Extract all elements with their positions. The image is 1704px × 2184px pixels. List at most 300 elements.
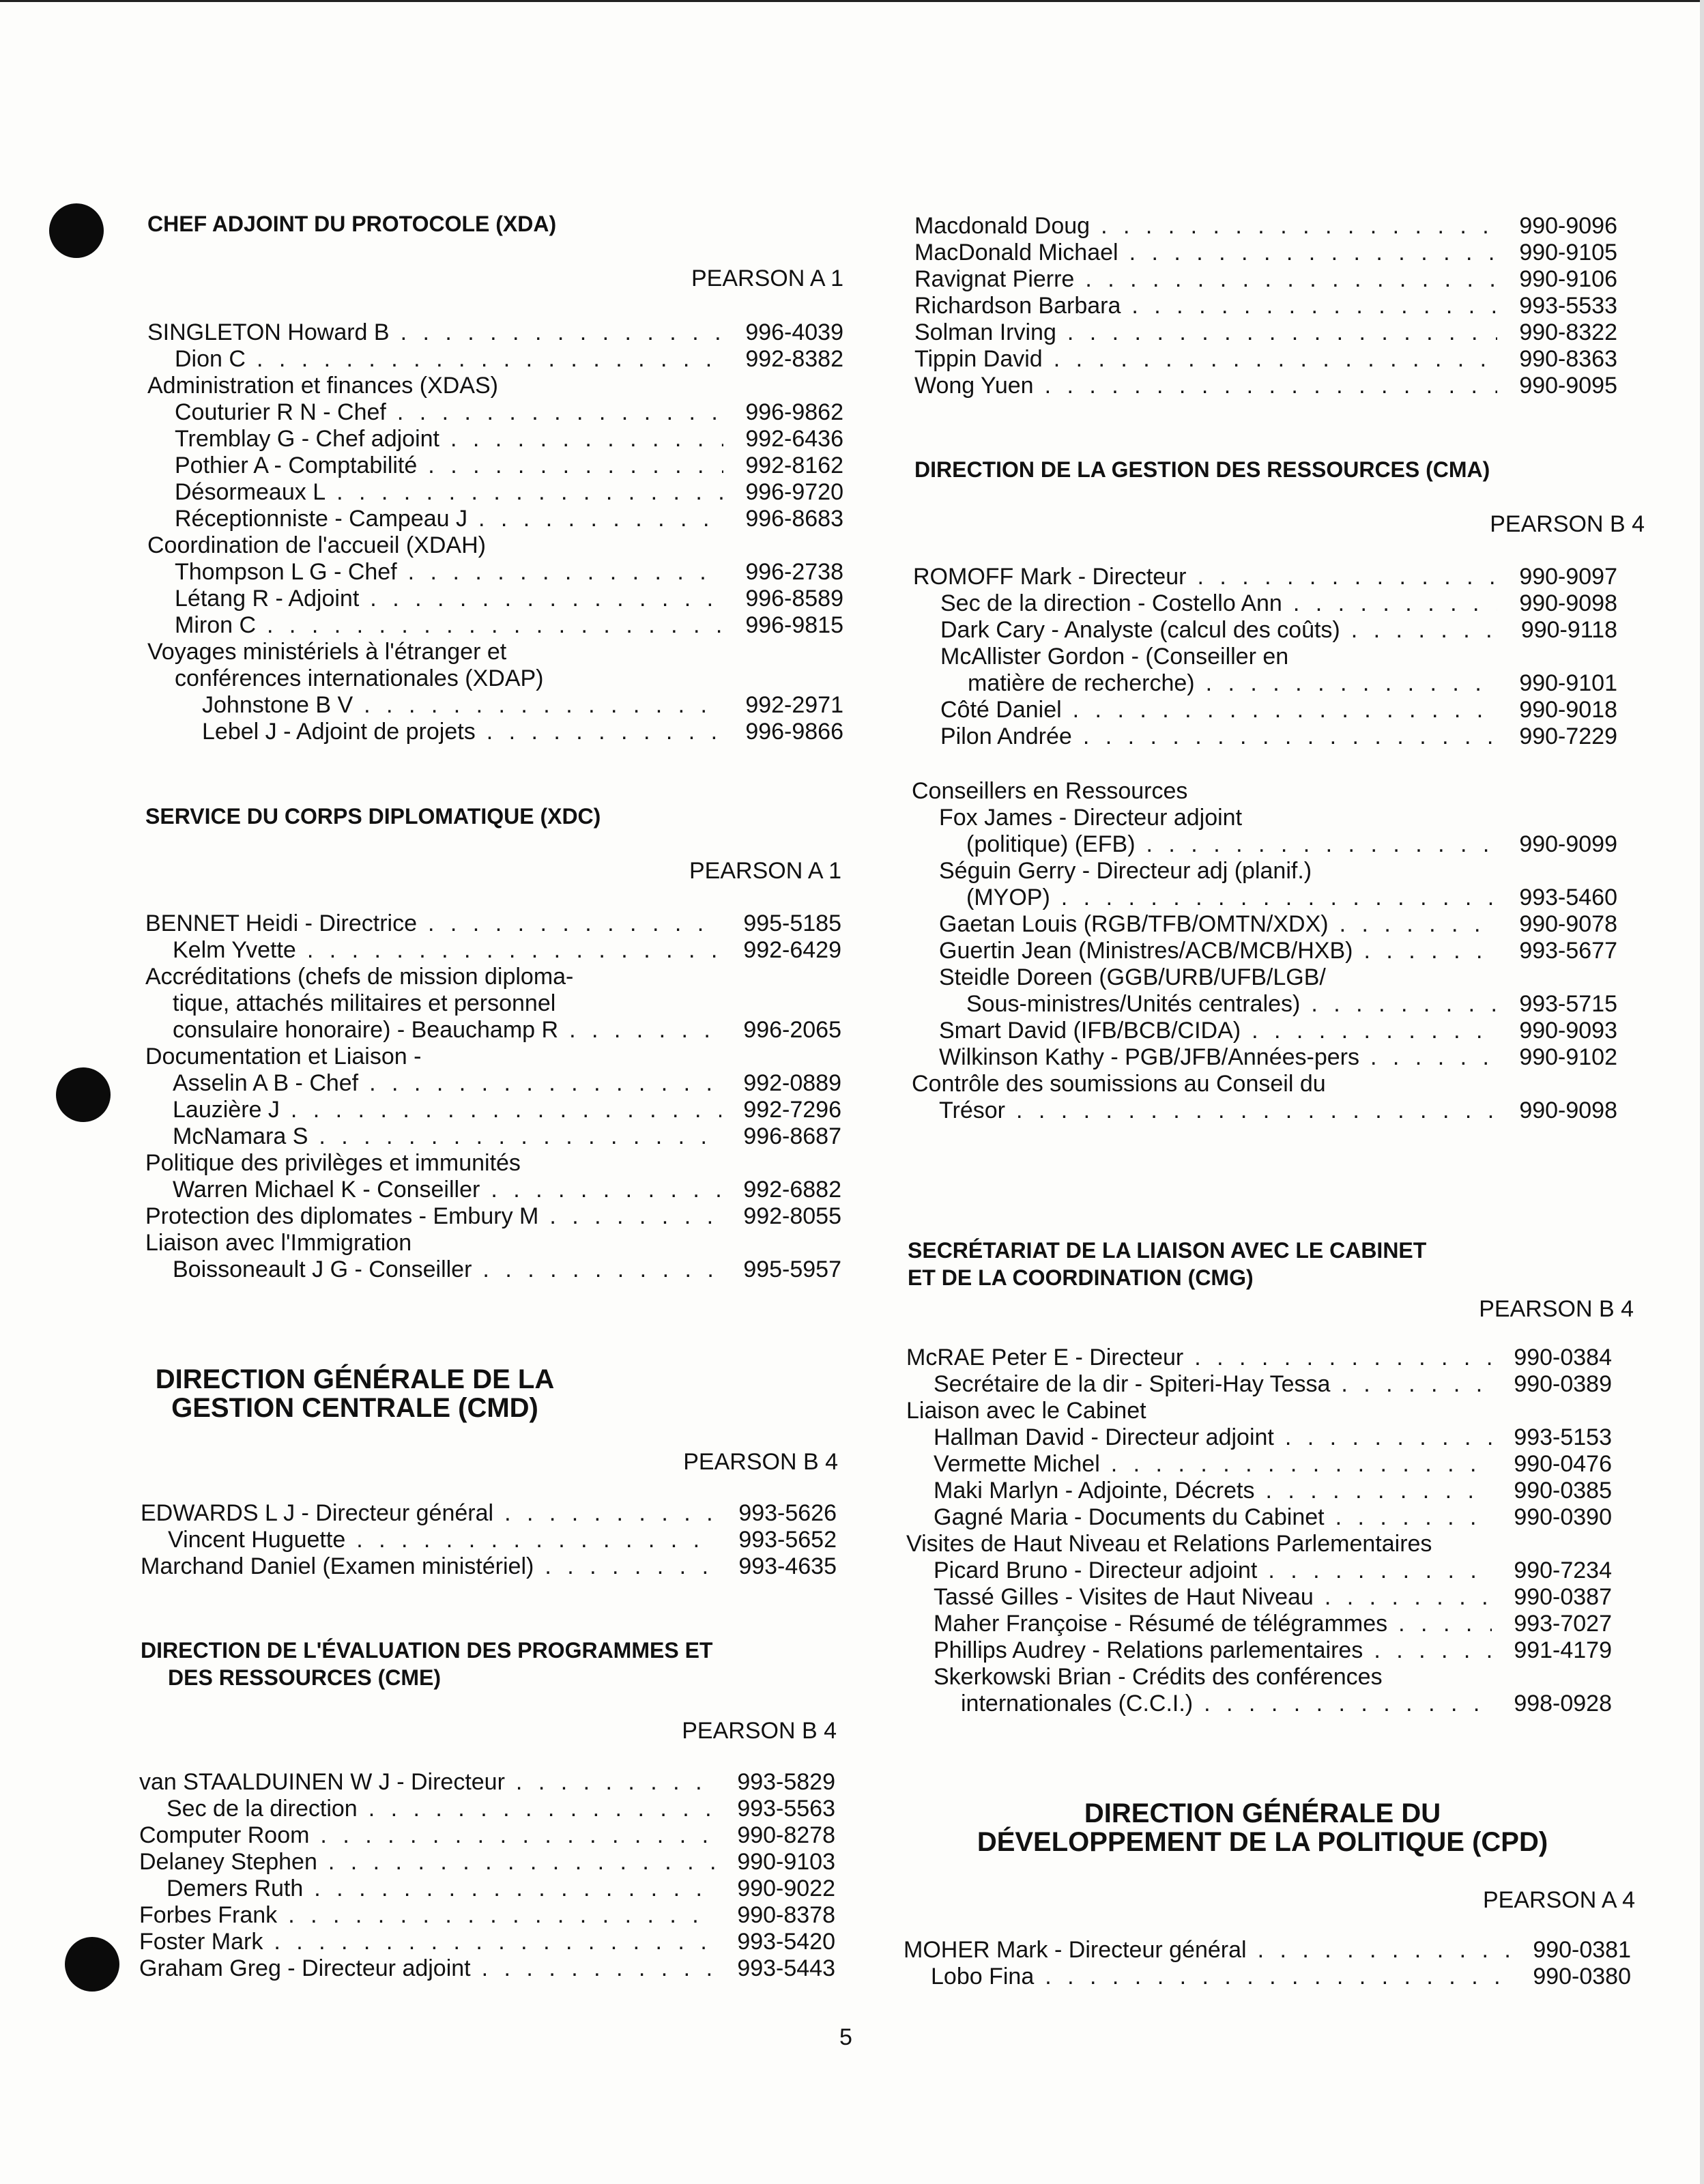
dot-leader [397, 399, 723, 426]
directory-entry [147, 532, 843, 559]
entry-phone: 996-2738 [745, 559, 843, 585]
entry-name: Lebel J - Adjoint de projets [202, 719, 476, 745]
section-title-line: ET DE LA COORDINATION (CMG) [908, 1265, 1254, 1290]
directory-entry [906, 1398, 1612, 1424]
entry-name: Tremblay G - Chef adjoint [175, 426, 439, 452]
entry-name: Macdonald Doug [914, 213, 1091, 239]
entry-name: Demers Ruth [167, 1876, 304, 1901]
entry-name: Conseillers en Ressources [912, 778, 1188, 804]
dot-leader [267, 612, 723, 639]
entry-name: BENNET Heidi - Directrice [145, 910, 418, 936]
directory-entry [147, 373, 843, 399]
dot-leader [1101, 213, 1497, 240]
section-title-line: DIRECTION DE L'ÉVALUATION DES PROGRAMMES ET [141, 1638, 713, 1663]
entry-phone: 990-9097 [1519, 564, 1617, 590]
directory-entry [912, 1018, 1617, 1044]
entry-name: Kelm Yvette [173, 937, 296, 963]
entry-phone: 990-0476 [1514, 1451, 1612, 1477]
entry-phone: 993-5715 [1519, 991, 1617, 1017]
entry-phone: 995-5957 [743, 1256, 841, 1282]
directory-entry [147, 319, 843, 346]
entry-phone: 990-7234 [1514, 1557, 1612, 1583]
dot-leader [569, 1017, 721, 1044]
dot-leader [1061, 885, 1497, 911]
entry-name: Wilkinson Kathy - PGB/JFB/Années-pers [939, 1044, 1360, 1070]
section-location-wrap [141, 1717, 837, 1744]
section-xda [147, 210, 843, 238]
section-location: PEARSON A 1 [689, 858, 841, 884]
section-location-wrap [142, 1448, 838, 1476]
directory-entry [147, 639, 843, 665]
directory-entry [145, 1123, 841, 1150]
entry-name: Désormeaux L [175, 479, 326, 505]
directory-entry [906, 1345, 1612, 1371]
section-title: CHEF ADJOINT DU PROTOCOLE (XDA) [147, 212, 557, 236]
dot-leader [1293, 590, 1497, 617]
directory-entry [906, 1584, 1612, 1611]
dot-leader [1045, 373, 1497, 399]
entry-name: Gaetan Louis (RGB/TFB/OMTN/XDX) [939, 911, 1329, 937]
entry-name: Coordination de l'accueil (XDAH) [147, 532, 486, 558]
entry-name: Politique des privilèges et immunités [145, 1150, 521, 1176]
entry-phone: 996-9815 [745, 612, 843, 638]
entry-name: Dion C [175, 346, 246, 372]
entry-name: Liaison avec le Cabinet [906, 1398, 1146, 1424]
directory-entry [913, 617, 1617, 644]
entry-name: Trésor [939, 1097, 1005, 1123]
directory-entry [139, 1902, 835, 1929]
entry-phone: 996-9862 [745, 399, 843, 425]
dot-leader [1131, 293, 1497, 319]
section-title-line: DÉVELOPPEMENT DE LA POLITIQUE (CPD) [977, 1827, 1548, 1857]
dot-leader [1054, 346, 1497, 373]
dot-leader [1285, 1424, 1492, 1451]
directory-entry [914, 319, 1617, 346]
dot-leader [1045, 1964, 1511, 1990]
top-border [0, 0, 1704, 2]
entry-phone: 990-9099 [1519, 831, 1617, 857]
entry-phone: 990-9078 [1519, 911, 1617, 937]
entry-phone: 993-5533 [1519, 293, 1617, 319]
entry-phone: 990-7229 [1519, 723, 1617, 749]
directory-entry [912, 911, 1617, 938]
dot-leader [370, 586, 723, 612]
entry-name: McNamara S [173, 1123, 308, 1149]
entry-name: Skerkowski Brian - Crédits des conférences [934, 1664, 1383, 1690]
dot-leader [1111, 1451, 1492, 1478]
entry-phone: 993-4635 [738, 1553, 837, 1579]
entry-name: Voyages ministériels à l'étranger et [147, 639, 507, 665]
entry-name: (politique) (EFB) [966, 831, 1136, 857]
directory-entry [912, 1097, 1617, 1124]
dot-leader [1374, 1637, 1492, 1664]
entry-name: Graham Greg - Directeur adjoint [139, 1955, 471, 1981]
entry-phone: 996-8687 [743, 1123, 841, 1149]
section-location: PEARSON B 4 [1479, 1296, 1634, 1322]
directory-entry [139, 1929, 835, 1955]
entry-name: Miron C [175, 612, 257, 638]
entry-name: Wong Yuen [914, 373, 1034, 399]
directory-entry [145, 1203, 841, 1230]
section-xdc [145, 803, 841, 830]
directory-entry [145, 1256, 841, 1283]
directory-entry [139, 1796, 835, 1822]
directory-entry [139, 1955, 835, 1982]
entry-name: Secrétaire de la dir - Spiteri-Hay Tessa [934, 1371, 1331, 1397]
binder-hole-middle [56, 1067, 111, 1122]
directory-entry [912, 885, 1617, 911]
directory-entry [147, 506, 843, 532]
entry-name: Côté Daniel [940, 697, 1062, 723]
directory-entry [145, 1017, 841, 1044]
directory-entry [913, 697, 1617, 723]
entry-phone: 996-8589 [745, 586, 843, 612]
entry-name: Warren Michael K - Conseiller [173, 1177, 480, 1203]
directory-entry [912, 778, 1617, 805]
entry-name: Forbes Frank [139, 1902, 278, 1928]
section-location: PEARSON A 1 [691, 265, 843, 291]
dot-leader [478, 506, 723, 532]
dot-leader [257, 346, 723, 373]
dot-leader [1398, 1611, 1492, 1637]
directory-entry [914, 213, 1617, 240]
entry-name: Sec de la direction - Costello Ann [940, 590, 1282, 616]
directory-entry [906, 1637, 1612, 1664]
directory-entry [139, 1876, 835, 1902]
dot-leader [1370, 1044, 1497, 1071]
directory-entry [914, 373, 1617, 399]
directory-entry [906, 1557, 1612, 1584]
entry-phone: 992-6436 [745, 426, 843, 452]
dot-leader [516, 1769, 715, 1796]
section-location: PEARSON B 4 [1490, 511, 1645, 537]
dot-leader [482, 1256, 721, 1283]
directory-entry [906, 1424, 1612, 1451]
directory-entry [912, 938, 1617, 964]
directory-entry [139, 1849, 835, 1876]
entry-phone: 992-8382 [745, 346, 843, 372]
dot-leader [1364, 938, 1498, 964]
binder-hole-bottom [65, 1937, 119, 1992]
directory-entry [906, 1611, 1612, 1637]
entry-phone: 993-5153 [1514, 1424, 1612, 1450]
section-location: PEARSON B 4 [682, 1718, 837, 1744]
entry-phone: 990-9096 [1519, 213, 1617, 239]
dot-leader [401, 319, 723, 346]
dot-leader [450, 426, 723, 452]
entry-name: Foster Mark [139, 1929, 263, 1955]
entry-list-cme [139, 1769, 835, 1982]
dot-leader [1206, 670, 1497, 697]
entry-name: Létang R - Adjoint [175, 586, 360, 612]
entry-name: Solman Irving [914, 319, 1056, 345]
directory-entry [147, 692, 843, 719]
entry-name: McRAE Peter E - Directeur [906, 1345, 1184, 1370]
directory-entry [139, 1769, 835, 1796]
dot-leader [320, 1822, 715, 1849]
section-title-line: GESTION CENTRALE (CMD) [171, 1393, 538, 1423]
directory-entry [906, 1478, 1612, 1504]
section-cma [914, 456, 1665, 483]
entry-name: Gagné Maria - Documents du Cabinet [934, 1504, 1325, 1530]
entry-phone: 990-8278 [737, 1822, 835, 1848]
entry-phone: 990-0380 [1533, 1964, 1631, 1989]
dot-leader [1204, 1691, 1492, 1717]
entry-name: Vincent Huguette [168, 1527, 346, 1553]
entry-phone: 995-5185 [743, 910, 841, 936]
entry-list-cmg [906, 1345, 1612, 1717]
entry-name: Delaney Stephen [139, 1849, 317, 1875]
directory-entry [145, 990, 841, 1017]
directory-entry [147, 479, 843, 506]
entry-name: Lauzière J [173, 1097, 280, 1123]
entry-name: Accréditations (chefs de mission diploma- [145, 964, 574, 990]
dot-leader [288, 1902, 715, 1929]
entry-phone: 990-0389 [1514, 1371, 1612, 1397]
entry-name: matière de recherche) [968, 670, 1195, 696]
directory-entry [145, 1044, 841, 1070]
entry-phone: 993-5443 [737, 1955, 835, 1981]
entry-phone: 993-5563 [737, 1796, 835, 1822]
directory-entry [906, 1664, 1612, 1691]
section-title: SERVICE DU CORPS DIPLOMATIQUE (XDC) [145, 804, 601, 829]
entry-phone: 993-5626 [738, 1500, 837, 1526]
section-location: PEARSON B 4 [683, 1449, 838, 1475]
entry-name: tique, attachés militaires et personnel [173, 990, 556, 1016]
entry-phone: 990-0384 [1514, 1345, 1612, 1370]
dot-leader [291, 1097, 721, 1123]
section-location-wrap [908, 1295, 1634, 1323]
dot-leader [482, 1955, 715, 1982]
entry-name: conférences internationales (XDAP) [175, 665, 544, 691]
entry-name: EDWARDS L J - Directeur général [141, 1500, 494, 1526]
entry-name: Sec de la direction [167, 1796, 358, 1822]
entry-name: van STAALDUINEN W J - Directeur [139, 1769, 505, 1795]
dot-leader [428, 452, 723, 479]
dot-leader [408, 559, 723, 586]
entry-name: Johnstone B V [202, 692, 353, 718]
directory-entry [906, 1371, 1612, 1398]
entry-phone: 990-8363 [1519, 346, 1617, 372]
entry-name: (MYOP) [966, 885, 1050, 910]
entry-name: Fox James - Directeur adjoint [939, 805, 1243, 831]
directory-entry [913, 723, 1617, 750]
entry-phone: 990-9118 [1520, 617, 1617, 643]
entry-phone: 990-8378 [737, 1902, 835, 1928]
entry-name: Réceptionniste - Campeau J [175, 506, 468, 532]
dot-leader [1073, 697, 1497, 723]
directory-entry [906, 1531, 1612, 1557]
entry-name: Lobo Fina [931, 1964, 1035, 1989]
dot-leader [314, 1876, 715, 1902]
entry-phone: 990-0385 [1514, 1478, 1612, 1504]
entry-name: Computer Room [139, 1822, 310, 1848]
entry-name: MacDonald Michael [914, 240, 1118, 265]
entry-name: Smart David (IFB/BCB/CIDA) [939, 1018, 1241, 1044]
directory-entry [912, 1044, 1617, 1071]
entry-phone: 993-5652 [738, 1527, 837, 1553]
directory-entry [914, 293, 1617, 319]
page-number: 5 [839, 2024, 852, 2050]
dot-leader [1341, 1371, 1492, 1398]
dot-leader [1266, 1478, 1492, 1504]
dot-leader [1351, 617, 1497, 644]
dot-leader [1129, 240, 1497, 266]
entry-phone: 993-5677 [1519, 938, 1617, 964]
directory-entry [914, 346, 1617, 373]
entry-list-cma-advisers [912, 778, 1617, 1124]
entry-name: Vermette Michel [934, 1451, 1100, 1477]
binder-hole-top [49, 203, 104, 258]
entry-name: Séguin Gerry - Directeur adj (planif.) [939, 858, 1312, 884]
dot-leader [1325, 1584, 1492, 1611]
entry-name: Maher Françoise - Résumé de télégrammes [934, 1611, 1388, 1637]
entry-name: Administration et finances (XDAS) [147, 373, 498, 399]
section-cme [141, 1637, 850, 1691]
entry-name: Pilon Andrée [940, 723, 1072, 749]
entry-phone: 990-9103 [737, 1849, 835, 1875]
entry-phone: 990-9105 [1519, 240, 1617, 265]
entry-name: internationales (C.C.I.) [961, 1691, 1194, 1716]
entry-phone: 992-8162 [745, 452, 843, 478]
entry-name: Sous-ministres/Unités centrales) [966, 991, 1301, 1017]
entry-name: ROMOFF Mark - Directeur [913, 564, 1187, 590]
dot-leader [1067, 319, 1497, 346]
entry-name: Contrôle des soumissions au Conseil du [912, 1071, 1326, 1097]
entry-list-cmd [141, 1500, 837, 1580]
dot-leader [504, 1500, 717, 1527]
entry-name: Richardson Barbara [914, 293, 1121, 319]
directory-entry [145, 1150, 841, 1177]
dot-leader [1197, 564, 1497, 590]
dot-leader [1016, 1097, 1497, 1124]
entry-phone: 998-0928 [1514, 1691, 1612, 1716]
entry-name: Documentation et Liaison - [145, 1044, 422, 1069]
entry-name: Marchand Daniel (Examen ministériel) [141, 1553, 534, 1579]
entry-phone: 990-9106 [1519, 266, 1617, 292]
section-location: PEARSON A 4 [1483, 1887, 1635, 1913]
dot-leader [369, 1796, 715, 1822]
entry-phone: 990-9098 [1519, 590, 1617, 616]
section-title-line: DIRECTION GÉNÉRALE DE LA [155, 1364, 555, 1394]
entry-name: Protection des diplomates - Embury M [145, 1203, 539, 1229]
entry-phone: 993-5460 [1519, 885, 1617, 910]
entry-name: McAllister Gordon - (Conseiller en [940, 644, 1289, 670]
entry-phone: 990-0381 [1533, 1937, 1631, 1963]
entry-list-cma [913, 564, 1617, 750]
entry-phone: 996-4039 [745, 319, 843, 345]
scan-edge [1700, 0, 1704, 2184]
directory-entry [141, 1500, 837, 1527]
entry-name: Phillips Audrey - Relations parlementaires [934, 1637, 1363, 1663]
entry-name: Guertin Jean (Ministres/ACB/MCB/HXB) [939, 938, 1353, 964]
dot-leader [1340, 911, 1497, 938]
directory-entry [912, 831, 1617, 858]
entry-phone: 993-7027 [1514, 1611, 1612, 1637]
dot-leader [1194, 1345, 1492, 1371]
directory-entry [914, 240, 1617, 266]
directory-entry [145, 1177, 841, 1203]
section-cpd [908, 1799, 1617, 1856]
dot-leader [1085, 266, 1497, 293]
entry-list-xda [147, 319, 843, 745]
directory-entry [912, 964, 1617, 991]
directory-entry [147, 719, 843, 745]
directory-entry [912, 1071, 1617, 1097]
section-location-wrap [147, 265, 843, 292]
directory-entry [145, 1070, 841, 1097]
section-cmg [908, 1237, 1672, 1291]
directory-entry [906, 1504, 1612, 1531]
dot-leader [274, 1929, 715, 1955]
directory-entry [147, 452, 843, 479]
entry-list-continued [914, 213, 1617, 399]
entry-name: Maki Marlyn - Adjointe, Décrets [934, 1478, 1255, 1504]
entry-name: Ravignat Pierre [914, 266, 1075, 292]
section-title: DIRECTION DE LA GESTION DES RESSOURCES (CMA) [914, 457, 1490, 482]
entry-name: consulaire honoraire) - Beauchamp R [173, 1017, 559, 1043]
directory-entry [912, 858, 1617, 885]
directory-entry [906, 1451, 1612, 1478]
dot-leader [1268, 1557, 1492, 1584]
dot-leader [1146, 831, 1497, 858]
entry-name: Thompson L G - Chef [175, 559, 397, 585]
entry-phone: 992-2971 [745, 692, 843, 718]
entry-phone: 990-0387 [1514, 1584, 1612, 1610]
directory-entry [147, 612, 843, 639]
directory-entry [147, 346, 843, 373]
directory-entry [913, 590, 1617, 617]
dot-leader [319, 1123, 721, 1150]
entry-phone: 990-9022 [737, 1876, 835, 1901]
dot-leader [1083, 723, 1497, 750]
dot-leader [1311, 991, 1497, 1018]
entry-phone: 990-0390 [1514, 1504, 1612, 1530]
directory-entry [147, 586, 843, 612]
directory-entry [147, 665, 843, 692]
section-location-wrap [145, 857, 841, 885]
directory-entry [147, 426, 843, 452]
directory-entry [913, 564, 1617, 590]
entry-name: SINGLETON Howard B [147, 319, 390, 345]
entry-name: Pothier A - Comptabilité [175, 452, 418, 478]
directory-entry [145, 937, 841, 964]
entry-name: Boissoneault J G - Conseiller [173, 1256, 472, 1282]
dot-leader [364, 692, 723, 719]
entry-phone: 992-7296 [743, 1097, 841, 1123]
dot-leader [487, 719, 723, 745]
entry-name: Liaison avec l'Immigration [145, 1230, 412, 1256]
entry-name: Couturier R N - Chef [175, 399, 386, 425]
entry-phone: 990-8322 [1519, 319, 1617, 345]
dot-leader [1335, 1504, 1492, 1531]
dot-leader [328, 1849, 715, 1876]
directory-entry [145, 964, 841, 990]
entry-phone: 996-9720 [745, 479, 843, 505]
directory-entry [141, 1527, 837, 1553]
entry-name: Tassé Gilles - Visites de Haut Niveau [934, 1584, 1314, 1610]
directory-entry [906, 1691, 1612, 1717]
directory-entry [912, 991, 1617, 1018]
directory-entry [141, 1553, 837, 1580]
directory-entry [904, 1964, 1631, 1990]
directory-entry [139, 1822, 835, 1849]
dot-leader [491, 1177, 721, 1203]
entry-list-xdc [145, 910, 841, 1283]
dot-leader [428, 910, 721, 937]
section-title-line: DES RESSOURCES (CME) [168, 1665, 442, 1690]
entry-phone: 996-8683 [745, 506, 843, 532]
